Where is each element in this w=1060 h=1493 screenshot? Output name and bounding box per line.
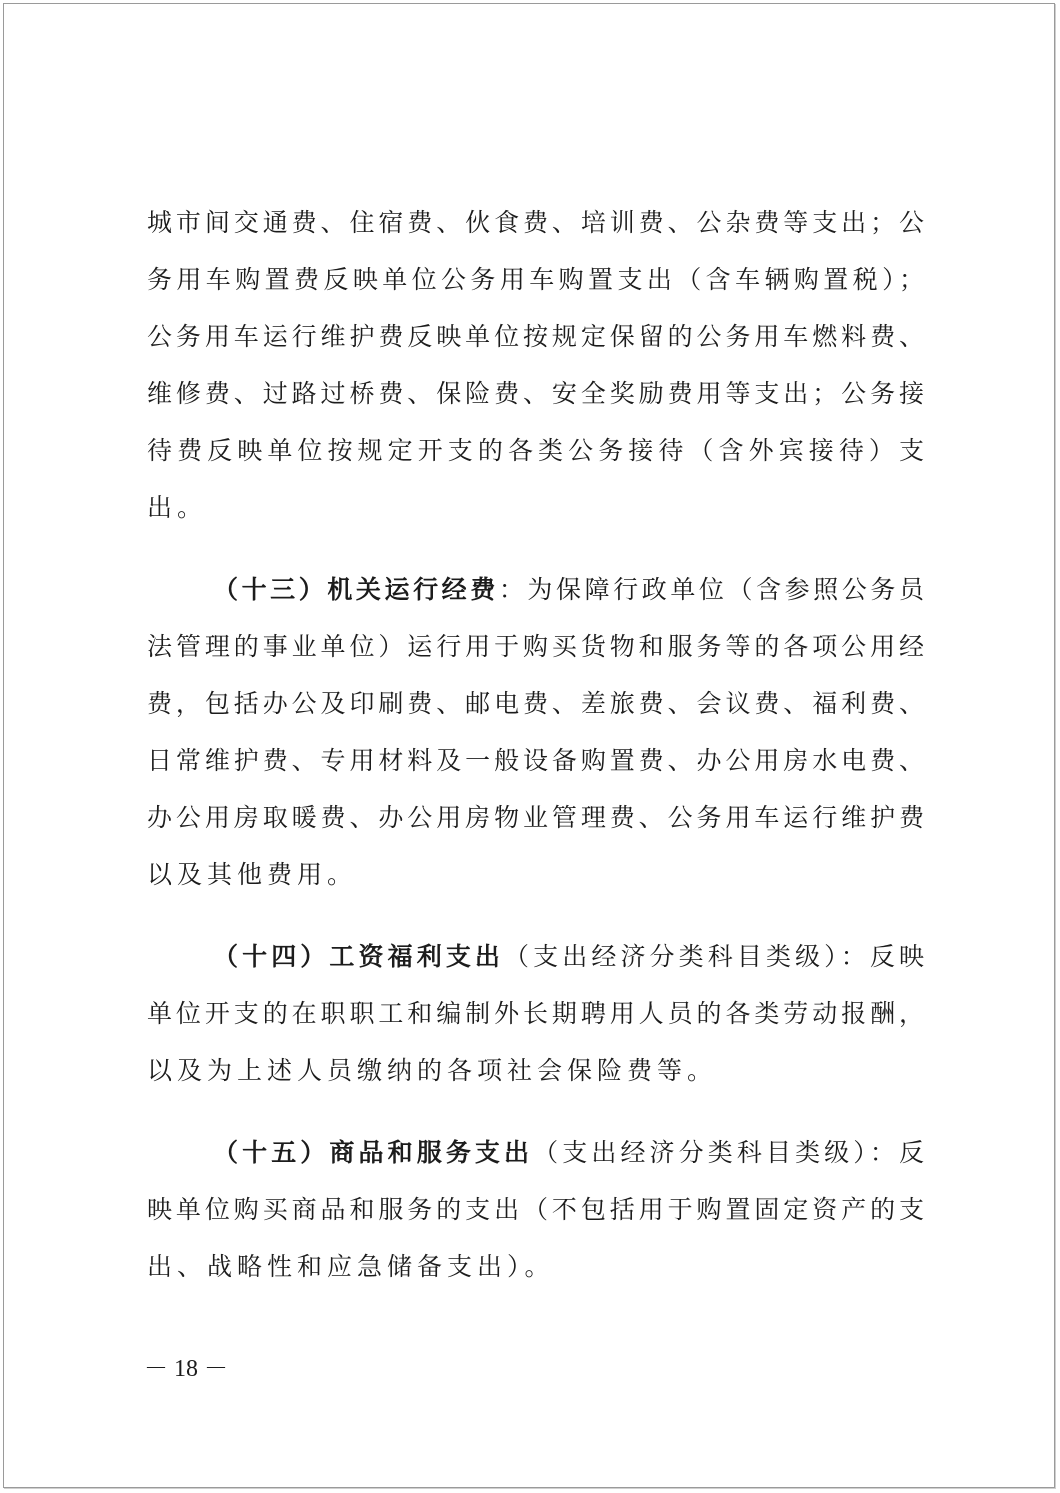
section-heading: （十四）工资福利支出 (213, 942, 505, 971)
text-span: ：为保障行政单位（含参照公务员 (498, 575, 924, 604)
page-number: － 18 － (144, 1356, 228, 1382)
text-line: 务用车购置费反映单位公务用车购置支出（含车辆购置税）； (147, 265, 924, 294)
text-span: （支出经济分类科目类级）：反映 (504, 942, 924, 971)
text-line: 日常维护费、专用材料及一般设备购置费、办公用房水电费、 (147, 746, 924, 775)
paragraph-first-line (213, 1133, 924, 1173)
section-heading: （十五）商品和服务支出 (213, 1138, 534, 1167)
paragraph-first-line (213, 937, 924, 977)
text-span: （支出经济分类科目类级）：反 (533, 1138, 924, 1167)
text-line: 法管理的事业单位）运行用于购买货物和服务等的各项公用经 (147, 632, 924, 661)
text-line: 办公用房取暖费、办公用房物业管理费、公务用车运行维护费 (147, 803, 924, 832)
text-line: 城市间交通费、住宿费、伙食费、培训费、公杂费等支出；公 (147, 208, 924, 237)
text-line: 映单位购买商品和服务的支出（不包括用于购置固定资产的支 (147, 1195, 924, 1224)
text-line: 以及其他费用。 (147, 860, 358, 889)
text-line: 出。 (147, 493, 208, 522)
document-page (3, 3, 1055, 1488)
text-line: 出、战略性和应急储备支出）。 (147, 1252, 555, 1281)
text-line: 费，包括办公及印刷费、邮电费、差旅费、会议费、福利费、 (147, 689, 924, 718)
text-line: 以及为上述人员缴纳的各项社会保险费等。 (147, 1056, 718, 1085)
text-line: 单位开支的在职职工和编制外长期聘用人员的各类劳动报酬， (147, 999, 924, 1028)
text-line: 维修费、过路过桥费、保险费、安全奖励费用等支出；公务接 (147, 379, 924, 408)
text-line: 公务用车运行维护费反映单位按规定保留的公务用车燃料费、 (147, 322, 924, 351)
paragraph-first-line (213, 570, 924, 610)
text-line: 待费反映单位按规定开支的各类公务接待（含外宾接待）支 (147, 436, 924, 465)
section-heading: （十三）机关运行经费 (213, 575, 499, 604)
